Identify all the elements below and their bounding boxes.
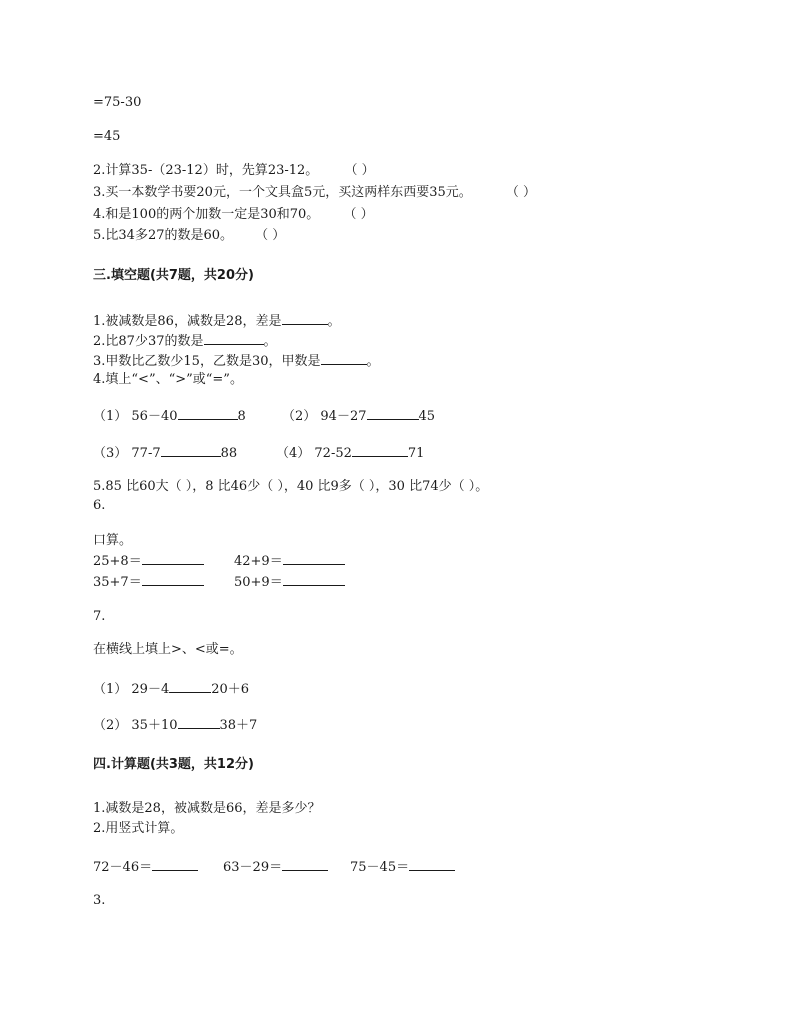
fill-q6-number: 6. — [93, 498, 106, 513]
compare-q7-1 — [93, 680, 249, 698]
answer-blank[interactable] — [352, 444, 408, 457]
mental-calc-c-text: 35+7＝ — [93, 575, 142, 590]
mental-calc-a-text: 25+8＝ — [93, 554, 142, 569]
answer-blank[interactable] — [152, 858, 198, 871]
compare-2-left: （2） 94－27 — [282, 409, 367, 424]
answer-blank[interactable] — [367, 407, 419, 420]
mental-calc-d-text: 50+9＝ — [234, 575, 283, 590]
judge-q2-text: 2.计算35-（23-12）时，先算23-12。 — [93, 163, 319, 178]
vertical-calc-2 — [223, 858, 328, 876]
answer-blank[interactable] — [142, 573, 204, 586]
compare-q7-1-left: （1） 29－4 — [93, 682, 170, 697]
compare-2-right: 45 — [418, 409, 436, 424]
judge-q5-text: 5.比34多27的数是60。 — [93, 228, 234, 243]
compare-3-left: （3） 77-7 — [93, 446, 161, 461]
mental-calc-c — [93, 573, 204, 591]
fill-q5: 5.85 比60大（ ），8 比46少（ ），40 比9多（ ），30 比74少（ ）。 — [93, 479, 489, 494]
answer-blank[interactable] — [282, 312, 328, 325]
fill-q2-text: 2.比87少37的数是 — [93, 334, 204, 349]
vertical-calc-3 — [350, 858, 455, 876]
answer-paren[interactable]: （ ） — [505, 185, 537, 200]
section-title-calc: 四.计算题(共3题，共12分) — [93, 757, 254, 772]
compare-q7-2-left: （2） 35＋10 — [93, 718, 178, 733]
calc-line-1: =75-30 — [93, 95, 142, 110]
judge-q3-text: 3.买一本数学书要20元，一个文具盒5元，买这两样东西要35元。 — [93, 185, 472, 200]
compare-1-right: 8 — [237, 409, 246, 424]
mental-calc-a — [93, 552, 204, 570]
answer-blank[interactable] — [283, 552, 345, 565]
answer-paren[interactable]: （ ） — [343, 207, 374, 222]
answer-blank[interactable] — [321, 352, 367, 365]
calc-line-2: =45 — [93, 129, 121, 144]
fill-q2-end: 。 — [263, 334, 277, 349]
vertical-calc-1 — [93, 858, 198, 876]
answer-blank[interactable] — [169, 680, 211, 693]
compare-q7-2-right: 38＋7 — [219, 718, 258, 733]
calc-q3: 3. — [93, 893, 106, 908]
answer-blank[interactable] — [204, 332, 264, 345]
answer-paren[interactable]: （ ） — [255, 228, 286, 243]
fill-q3-end: 。 — [366, 354, 380, 369]
compare-q7-2 — [93, 716, 257, 734]
answer-blank[interactable] — [282, 858, 328, 871]
answer-blank[interactable] — [178, 716, 220, 729]
compare-q7-1-right: 20＋6 — [211, 682, 250, 697]
fill-q6-title: 口算。 — [93, 533, 133, 548]
fill-q7-title: 在横线上填上>、<或=。 — [93, 642, 243, 657]
answer-paren[interactable]: （ ） — [344, 163, 375, 178]
answer-blank[interactable] — [161, 444, 221, 457]
fill-q7-number: 7. — [93, 609, 106, 624]
compare-4 — [276, 444, 424, 462]
fill-q3-text: 3.甲数比乙数少15，乙数是30，甲数是 — [93, 354, 321, 369]
compare-3 — [93, 444, 237, 462]
vertical-calc-2-text: 63－29＝ — [223, 860, 283, 875]
compare-4-left: （4） 72-52 — [276, 446, 352, 461]
calc-q2: 2.用竖式计算。 — [93, 821, 184, 836]
judge-q3 — [93, 185, 536, 201]
vertical-calc-1-text: 72－46＝ — [93, 860, 153, 875]
compare-2 — [282, 407, 435, 425]
fill-q1-end: 。 — [327, 314, 341, 329]
judge-q4 — [93, 207, 374, 223]
mental-calc-d — [234, 573, 345, 591]
calc-q1: 1.减数是28，被减数是66，差是多少？ — [93, 801, 321, 816]
judge-q2 — [93, 163, 375, 179]
vertical-calc-3-text: 75－45＝ — [350, 860, 410, 875]
fill-q4: 4.填上“<”、“>”或“=”。 — [93, 372, 243, 387]
compare-4-right: 71 — [407, 446, 425, 461]
fill-q1 — [93, 312, 341, 330]
mental-calc-b — [234, 552, 345, 570]
section-title-fill: 三.填空题(共7题，共20分) — [93, 268, 254, 283]
judge-q4-text: 4.和是100的两个加数一定是30和70。 — [93, 207, 320, 222]
compare-1 — [93, 407, 246, 425]
fill-q2 — [93, 332, 277, 350]
judge-q5 — [93, 228, 285, 244]
answer-blank[interactable] — [178, 407, 238, 420]
compare-1-left: （1） 56－40 — [93, 409, 178, 424]
fill-q1-text: 1.被减数是86，减数是28，差是 — [93, 314, 282, 329]
answer-blank[interactable] — [142, 552, 204, 565]
answer-blank[interactable] — [283, 573, 345, 586]
compare-3-right: 88 — [220, 446, 238, 461]
answer-blank[interactable] — [409, 858, 455, 871]
mental-calc-b-text: 42+9＝ — [234, 554, 283, 569]
fill-q3 — [93, 352, 380, 370]
